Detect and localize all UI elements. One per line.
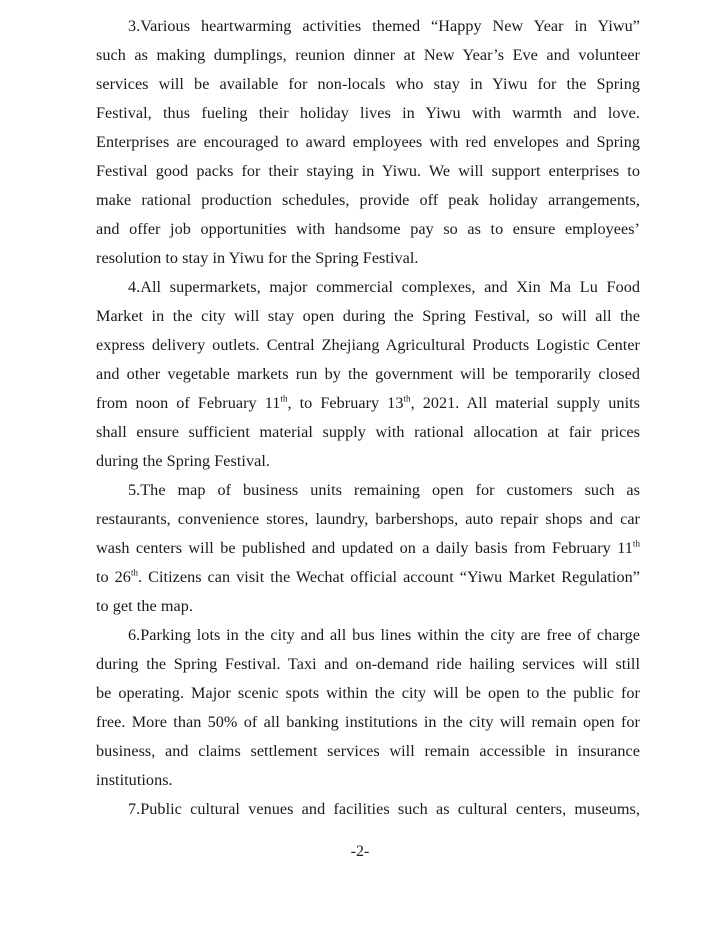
text-line: business, and claims settlement services will remain accessible in insurance <box>96 742 640 760</box>
text-line: 7.Public cultural venues and facilities such as cultural centers, museums, <box>128 800 640 818</box>
text-line: be operating. Major scenic spots within the city will be open to the public for <box>96 684 640 702</box>
text-line: Market in the city will stay open during the Spring Festival, so will all the <box>96 307 640 325</box>
text-line: Festival, thus fueling their holiday lives in Yiwu with warmth and love. <box>96 104 640 122</box>
page-number: -2- <box>350 843 370 860</box>
text-line: 5.The map of business units remaining open for customers such as <box>128 481 640 499</box>
text-line: from noon of February 11th, to February 13th, 2021. All material supply units <box>96 393 641 412</box>
text-line: and offer job opportunities with handsome pay so as to ensure employees’ <box>96 220 640 238</box>
text-line: shall ensure sufficient material supply with rational allocation at fair prices <box>96 423 640 441</box>
text-line: Enterprises are encouraged to award employees with red envelopes and Spring <box>96 133 640 151</box>
paragraph-item-5 <box>96 476 640 621</box>
text-line: during the Spring Festival. <box>96 452 271 470</box>
paragraph-item-4 <box>96 273 640 476</box>
text-line: express delivery outlets. Central Zhejiang Agricultural Products Logistic Center <box>96 336 640 354</box>
document-page <box>96 12 640 824</box>
text-line: institutions. <box>96 771 173 789</box>
paragraph-item-3 <box>96 12 640 273</box>
text-line: 3.Various heartwarming activities themed “Happy New Year in Yiwu” <box>128 17 640 35</box>
text-line: resolution to stay in Yiwu for the Spring Festival. <box>96 249 419 267</box>
text-line: 6.Parking lots in the city and all bus lines within the city are free of charge <box>128 626 640 644</box>
text-line: during the Spring Festival. Taxi and on-demand ride hailing services will still <box>96 655 640 673</box>
text-line: free. More than 50% of all banking institutions in the city will remain open for <box>96 713 640 731</box>
text-line: to 26th. Citizens can visit the Wechat official account “Yiwu Market Regulation” <box>96 567 640 586</box>
text-line: 4.All supermarkets, major commercial complexes, and Xin Ma Lu Food <box>128 278 640 296</box>
text-line: make rational production schedules, provide off peak holiday arrangements, <box>96 191 640 209</box>
text-line: wash centers will be published and updated on a daily basis from February 11th <box>96 538 640 557</box>
text-line: restaurants, convenience stores, laundry, barbershops, auto repair shops and car <box>96 510 640 528</box>
text-line: to get the map. <box>96 597 193 615</box>
paragraph-item-6 <box>96 621 640 795</box>
text-line: services will be available for non-locals who stay in Yiwu for the Spring <box>96 75 640 93</box>
text-line: and other vegetable markets run by the government will be temporarily closed <box>96 365 640 383</box>
text-line: Festival good packs for their staying in Yiwu. We will support enterprises to <box>96 162 640 180</box>
paragraph-item-7 <box>96 795 640 824</box>
text-line: such as making dumplings, reunion dinner at New Year’s Eve and volunteer <box>96 46 640 64</box>
